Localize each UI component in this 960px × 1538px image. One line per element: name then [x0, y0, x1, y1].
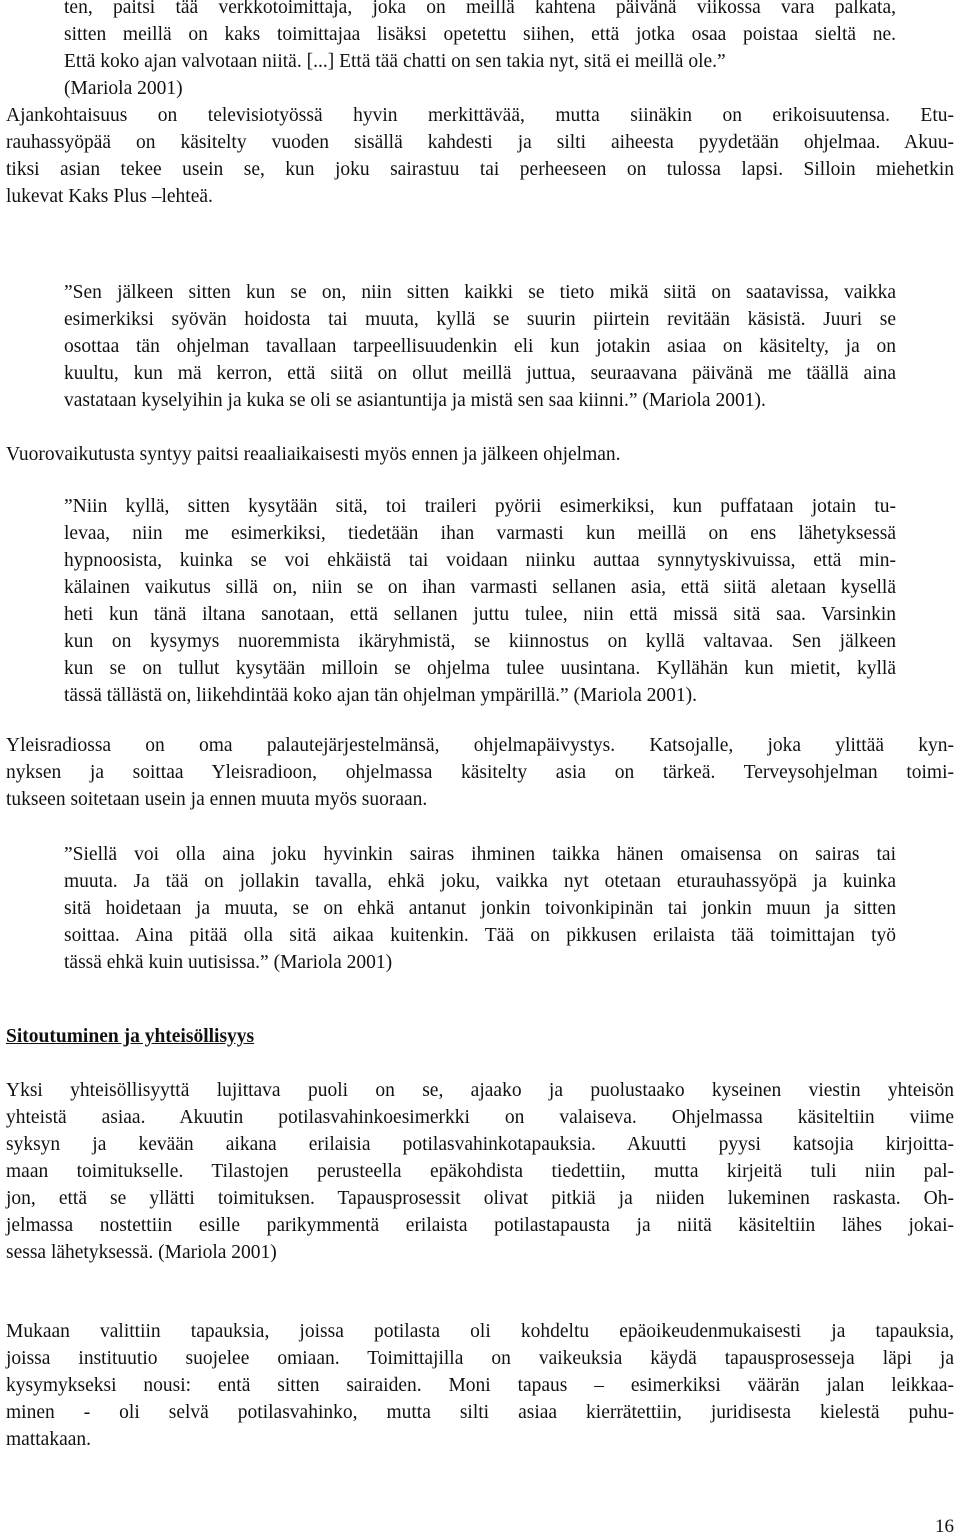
text-line: nyksen ja soittaa Yleisradioon, ohjelmassa käsitelty asia on tärkeä. Terveysohjelman toimi-	[6, 762, 954, 783]
text-line: maan toimitukselle. Tilastojen perusteella epäkohdista tiedettiin, mutta kirjeitä tuli niin pal-	[6, 1161, 954, 1182]
body-paragraph-2	[6, 441, 954, 468]
text-line: kun on kysymys nuoremmista ikäryhmistä, se kiinnostus on kyllä valtavaa. Sen jälkeen	[64, 631, 896, 652]
text-line: Mukaan valittiin tapauksia, joissa potilasta oli kohdeltu epäoikeudenmukaisesti ja tapauksia,	[6, 1321, 954, 1342]
body-paragraph-3	[6, 732, 954, 813]
text-line: kälainen vaikutus sillä on, niin se on ihan varmasti sellanen asia, että siitä aletaan kysellä	[64, 577, 896, 598]
text-line: Vuorovaikutusta syntyy paitsi reaaliaikaisesti myös ennen ja jälkeen ohjelman.	[6, 444, 621, 465]
quote-paragraph-1	[64, 0, 896, 102]
text-line: Ajankohtaisuus on televisiotyössä hyvin merkittävää, mutta siinäkin on erikoisuutensa. Etu-	[6, 105, 954, 126]
body-paragraph-1	[6, 102, 954, 210]
text-line: Yksi yhteisöllisyyttä lujittava puoli on se, ajaako ja puolustaako kyseinen viestin yhteisön	[6, 1080, 954, 1101]
text-line: tiksi asian tekee usein se, kun joku sairastuu tai perheeseen on tulossa lapsi. Silloin miehetkin	[6, 159, 954, 180]
section-heading: Sitoutuminen ja yhteisöllisyys	[6, 1026, 255, 1047]
text-line: lukevat Kaks Plus –lehteä.	[6, 186, 213, 207]
quote-paragraph-2	[64, 279, 896, 414]
body-paragraph-4	[6, 1077, 954, 1266]
text-line: jon, että se yllätti toimituksen. Tapausprosessit olivat pitkiä ja niiden lukeminen raskasta. Oh-	[6, 1188, 954, 1209]
text-line: Että koko ajan valvotaan niitä. [...] Että tää chatti on sen takia nyt, sitä ei meillä ole.”	[64, 51, 726, 72]
text-line: ”Sen jälkeen sitten kun se on, niin sitten kaikki se tieto mikä siitä on saatavissa, vaikka	[64, 282, 896, 303]
text-line: Yleisradiossa on oma palautejärjestelmänsä, ohjelmapäivystys. Katsojalle, joka ylittää kyn-	[6, 735, 954, 756]
text-line: jelmassa nostettiin esille parikymmentä erilaista potilastapausta ja niitä käsiteltiin lähes jokai-	[6, 1215, 954, 1236]
text-line: kuultu, kun mä kerron, että siitä on ollut meillä juttua, seuraavana päivänä me täällä aina	[64, 363, 896, 384]
text-line: vastataan kyselyihin ja kuka se oli se asiantuntija ja mistä sen saa kiinni.” (Mariola 2001).	[64, 390, 766, 411]
text-line: sessa lähetyksessä. (Mariola 2001)	[6, 1242, 277, 1263]
text-line: (Mariola 2001)	[64, 78, 183, 99]
text-line: ten, paitsi tää verkkotoimittaja, joka on meillä kahtena päivänä viikossa vara palkata,	[64, 0, 896, 18]
text-line: tässä ehkä kuin uutisissa.” (Mariola 2001)	[64, 952, 393, 973]
text-line: levaa, niin me esimerkiksi, tiedetään ihan varmasti kun meillä on ens lähetyksessä	[64, 523, 896, 544]
text-line: minen - oli selvä potilasvahinko, mutta silti asiaa kierrätettiin, juridisesta kielestä puhu-	[6, 1402, 954, 1423]
text-line: heti kun tänä iltana sanotaan, että sellanen juttu tulee, niin että missä sitä saa. Varsinkin	[64, 604, 896, 625]
text-line: sitten meillä on kaks toimittajaa lisäksi opetettu siihen, että jotka osaa poistaa sieltä ne.	[64, 24, 896, 45]
text-line: ”Siellä voi olla aina joku hyvinkin sairas ihminen taikka hänen omaisensa on sairas tai	[64, 844, 896, 865]
text-line: hypnoosista, kuinka se voi ehkäistä tai voidaan niinku auttaa synnytyskivuissa, että min-	[64, 550, 896, 571]
text-line: tässä tällästä on, liikehdintää koko ajan tän ohjelman ympärillä.” (Mariola 2001).	[64, 685, 698, 706]
text-line: syksyn ja kevään aikana erilaisia potilasvahinkotapauksia. Akuutti pyysi katsojia kirjoitta-	[6, 1134, 954, 1155]
text-line: yhteistä asiaa. Akuutin potilasvahinkoesimerkki on valaiseva. Ohjelmassa käsiteltiin viime	[6, 1107, 954, 1128]
text-line: osottaa tän ohjelman tavallaan tarpeellisuudenkin eli kun jotakin asiaa on käsitelty, ja on	[64, 336, 896, 357]
text-line: joissa instituutio suojelee omiaan. Toimittajilla on vaikeuksia käydä tapausprosesseja läpi ja	[6, 1348, 954, 1369]
page-number: 16	[935, 1516, 954, 1537]
text-line: sitä hoidetaan ja muuta, se on ehkä antanut jonkin toivonkipinän tai jonkin muun ja sitten	[64, 898, 896, 919]
quote-paragraph-4	[64, 841, 896, 976]
text-line: esimerkiksi syövän hoidosta tai muuta, kyllä se suurin piirtein revitään käsistä. Juuri se	[64, 309, 896, 330]
text-line: ”Niin kyllä, sitten kysytään sitä, toi traileri pyörii esimerkiksi, kun puffataan jotain tu-	[64, 496, 896, 517]
text-line: kun se on tullut kysytään milloin se ohjelma tulee uusintana. Kyllähän kun mietit, kyllä	[64, 658, 896, 679]
text-line: muuta. Ja tää on jollakin tavalla, ehkä joku, vaikka nyt otetaan eturauhassyöpä ja kuinka	[64, 871, 896, 892]
text-line: tukseen soitetaan usein ja ennen muuta myös suoraan.	[6, 789, 428, 810]
text-line: mattakaan.	[6, 1429, 91, 1450]
quote-paragraph-3	[64, 493, 896, 709]
body-paragraph-5	[6, 1318, 954, 1453]
text-line: soittaa. Aina pitää olla sitä aikaa kuitenkin. Tää on pikkusen erilaista tää toimittajan työ	[64, 925, 896, 946]
text-line: rauhassyöpää on käsitelty vuoden sisällä kahdesti ja silti aiheesta pyydetään ohjelmaa. Akuu-	[6, 132, 954, 153]
text-line: kysymykseksi nousi: entä sitten sairaiden. Moni tapaus – esimerkiksi väärän jalan leikkaa-	[6, 1375, 954, 1396]
